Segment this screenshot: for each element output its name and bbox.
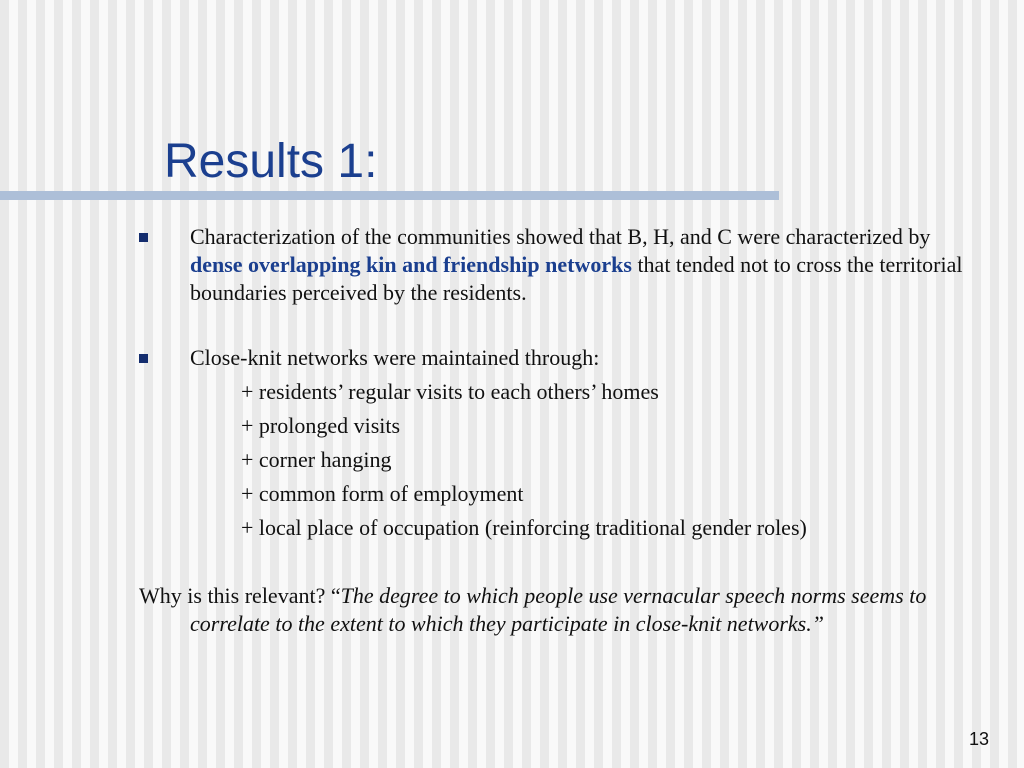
- emphasis-networks: dense overlapping kin and friendship networks: [190, 252, 632, 277]
- bullet-square-icon: [139, 354, 148, 363]
- bullet-square-icon: [139, 233, 148, 242]
- sub-item: + common form of employment: [241, 481, 524, 506]
- sub-item: + corner hanging: [241, 447, 392, 472]
- slide-title: Results 1:: [164, 135, 378, 188]
- why-lead: Why is this relevant? “: [139, 583, 341, 608]
- bullet-close-knit: Close-knit networks were maintained through:: [190, 345, 600, 370]
- sub-item: + prolonged visits: [241, 413, 401, 438]
- why-relevant-paragraph: [139, 582, 969, 638]
- title-divider: [0, 191, 779, 200]
- page-number: 13: [968, 729, 989, 749]
- quote-text: The degree to which people use vernacular speech norms seems to correlate to the extent to which they participate in close-knit networks.”: [190, 583, 927, 636]
- bullet-characterization: [190, 223, 970, 307]
- sub-item: + residents’ regular visits to each others’ homes: [241, 379, 659, 404]
- bullet-text-before: Characterization of the communities showed that B, H, and C were characterized by: [190, 224, 931, 249]
- bullet-text-after: that tended not to cross the territorial boundaries perceived by the residents.: [190, 252, 963, 305]
- sub-item: + local place of occupation (reinforcing traditional gender roles): [241, 515, 807, 540]
